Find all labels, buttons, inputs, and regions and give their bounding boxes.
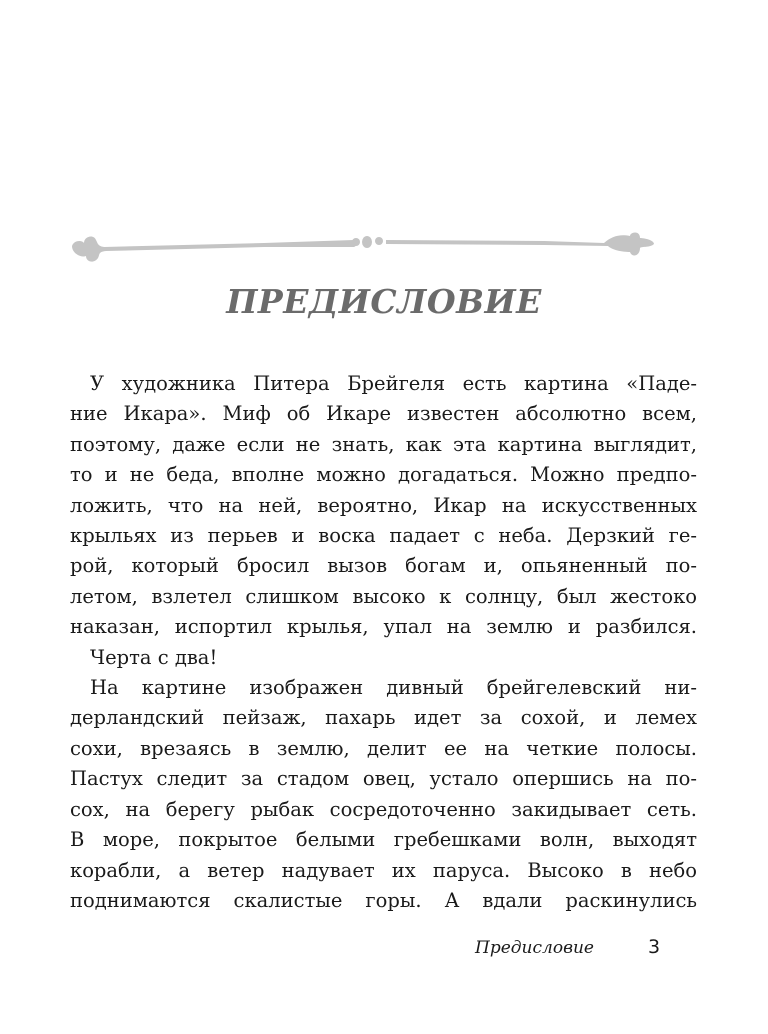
body-text: [70, 369, 697, 916]
text-line: В море, покрытое белыми гребешками волн, выходят: [70, 828, 697, 852]
text-line: летом, взлетел слишком высоко к солнцу, был жестоко: [70, 584, 697, 608]
text-line: Черта с два!: [90, 645, 218, 669]
text-line: сох, на берегу рыбак сосредоточенно закидывает сеть.: [70, 797, 697, 821]
text-line: рой, который бросил вызов богам и, опьяненный по-: [70, 554, 697, 578]
text-line: наказан, испортил крылья, упал на землю и разбился.: [70, 615, 697, 639]
text-line: У художника Питера Брейгеля есть картина «Паде-: [90, 372, 697, 395]
text-line: поэтому, даже если не знать, как эта картина выглядит,: [70, 432, 697, 456]
page-number: 3: [648, 936, 661, 958]
text-line: ние Икара». Миф об Икаре известен абсолютно всем,: [70, 402, 697, 426]
text-line: то и не беда, вполне можно догадаться. Можно предпо-: [70, 463, 697, 487]
text-line: На картине изображен дивный брейгелевский ни-: [90, 676, 697, 700]
decorative-divider-ornament: [64, 226, 664, 266]
chapter-heading: ПРЕДИСЛОВИЕ: [226, 282, 542, 321]
text-line: корабли, а ветер надувает их паруса. Высоко в небо: [70, 858, 697, 882]
text-line: ложить, что на ней, вероятно, Икар на искусственных: [70, 493, 697, 517]
text-line: дерландский пейзаж, пахарь идет за сохой, и лемех: [70, 706, 697, 730]
text-line: Пастух следит за стадом овец, устало опершись на по-: [70, 767, 697, 791]
text-line: крыльях из перьев и воска падает с неба. Дерзкий ге-: [70, 524, 697, 548]
running-title: Предисловие: [475, 938, 594, 958]
text-line: поднимаются скалистые горы. А вдали раскинулись: [70, 888, 697, 912]
text-line: сохи, врезаясь в землю, делит ее на четкие полосы.: [70, 736, 697, 760]
